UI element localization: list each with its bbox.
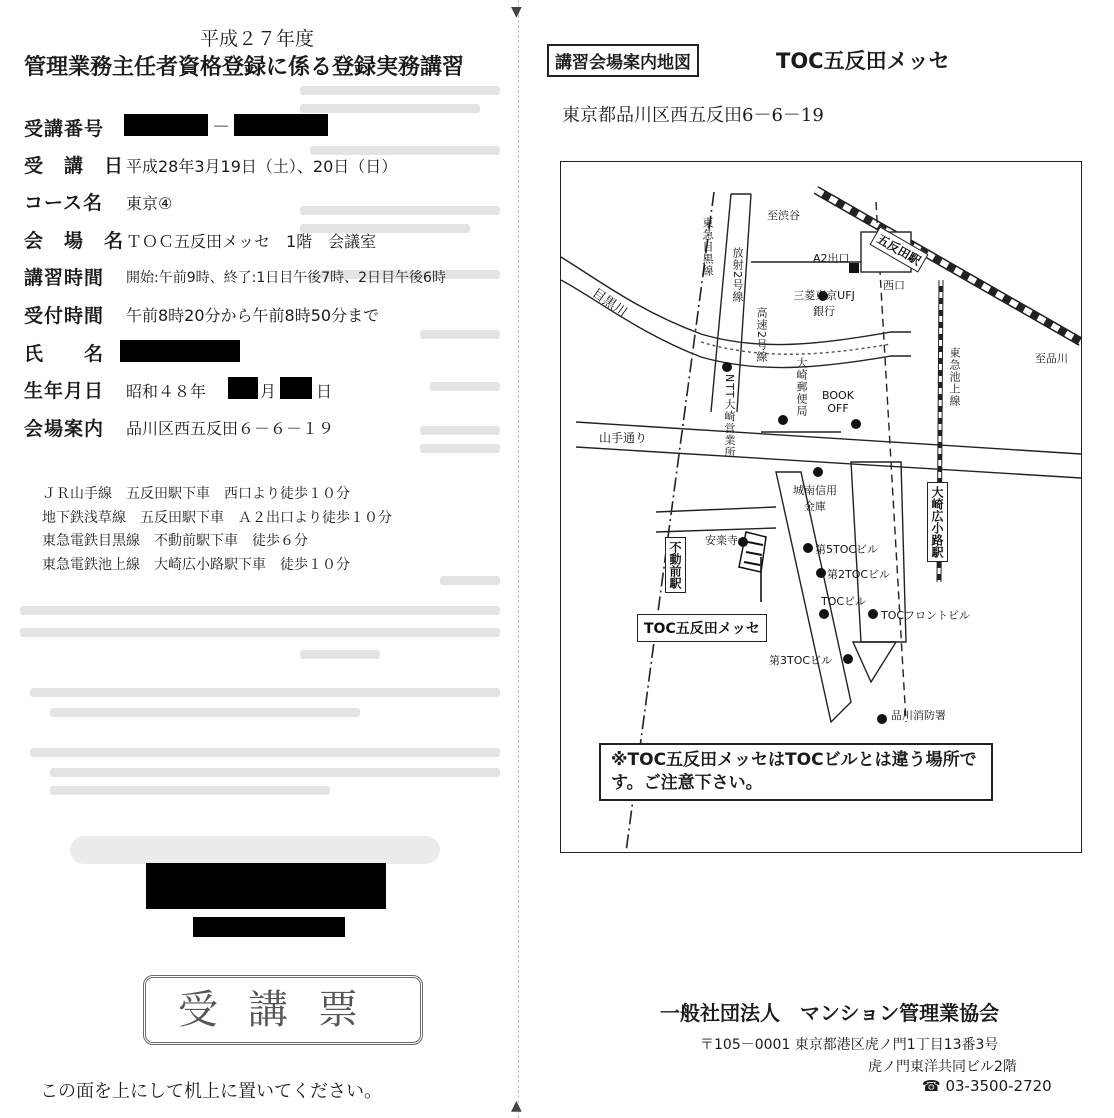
map-label-a2-exit: A2出口 [813, 252, 850, 265]
value-date: 平成28年3月19日（土）、20日（日） [126, 157, 398, 176]
venue-name: TOC五反田メッセ [776, 49, 950, 73]
map-label-toc-front: TOCフロントビル [881, 609, 971, 622]
value-reception-time: 午前8時20分から午前8時50分まで [126, 306, 380, 325]
postal-address: 〒105－0001 東京都港区虎ノ門1丁目13番3号 [700, 1037, 999, 1053]
map-label-to-shinagawa: 至品川 [1035, 352, 1068, 365]
number-dash: － [212, 117, 230, 138]
map-label-west-exit: 西口 [883, 279, 905, 292]
map-label-gotanda-station: 五反田駅 [870, 226, 929, 272]
access-meguro: 東急電鉄目黒線 不動前駅下車 徒歩６分 [42, 533, 308, 549]
map-title: 講習会場案内地図 [547, 44, 699, 77]
map-label-to-shibuya: 至渋谷 [767, 209, 800, 222]
map-label-tokyu-ikegami-line: 東急池上線 [948, 347, 961, 407]
redacted-block-small [193, 917, 345, 937]
map-label-osaki-post: 大崎郵便局 [795, 357, 808, 417]
value-lecture-time: 開始:午前9時、終了:1日目午後7時、2日目午後6時 [126, 270, 446, 286]
map-label-mufg: 三菱東京UFJ銀行 [793, 289, 855, 318]
map-label-osaki-hirokoji-station: 大崎広小路駅 [927, 482, 948, 562]
map-notice: ※TOC五反田メッセはTOCビルとは違う場所です。ご注意下さい。 [599, 743, 993, 801]
redacted-number-part1 [124, 114, 208, 136]
instruction-text: この面を上にして机上に置いてください。 [40, 1081, 382, 1102]
label-venue: 会 場 名 [24, 230, 125, 252]
map-label-jonan-shinkin: 城南信用金庫 [793, 484, 837, 513]
map-label-tokyu-meguro-line: 東急目黒線 [701, 217, 714, 277]
label-birthdate: 生年月日 [24, 380, 105, 402]
map-label-yamate-dori: 山手通り [599, 431, 648, 445]
access-map [560, 161, 1082, 853]
value-course: 東京④ [126, 194, 173, 213]
label-registration-number: 受講番号 [24, 118, 105, 140]
label-name: 氏 名 [24, 343, 105, 365]
map-label-expressway-2: 高速2号線 [755, 307, 768, 363]
map-label-fudomae-station: 不動前駅 [665, 537, 686, 593]
map-label-anrakuji: 安楽寺 [705, 534, 738, 547]
redacted-birth-month [228, 377, 258, 399]
map-label-book-off: BOOK OFF [822, 389, 854, 415]
fold-line [518, 0, 519, 1118]
association-name: 一般社団法人 マンション管理業協会 [660, 1001, 1000, 1025]
birth-day-suffix: 日 [316, 382, 333, 401]
map-label-meguro-river: 目黒川 [589, 285, 630, 321]
access-jr: ＪＲ山手線 五反田駅下車 西口より徒歩１０分 [42, 486, 350, 502]
access-subway: 地下鉄浅草線 五反田駅下車 Ａ２出口より徒歩１０分 [42, 510, 392, 526]
fiscal-year: 平成２７年度 [200, 28, 315, 50]
label-reception-time: 受付時間 [24, 305, 105, 327]
label-venue-guide: 会場案内 [24, 418, 105, 440]
value-birth-era: 昭和４８年 [126, 382, 207, 401]
ticket-stamp [143, 975, 423, 1045]
venue-address: 東京都品川区西五反田6－6－19 [562, 105, 824, 126]
map-label-fire-station: 品川消防署 [891, 709, 946, 722]
fold-triangle-bottom: ▲ [511, 1098, 522, 1114]
course-title: 管理業務主任者資格登録に係る登録実務講習 [24, 54, 465, 80]
map-label-toc2: 第2TOCビル [827, 568, 891, 581]
access-ikegami: 東急電鉄池上線 大崎広小路駅下車 徒歩１０分 [42, 557, 350, 573]
redacted-name [120, 340, 240, 362]
building-name: 虎ノ門東洋共同ビル2階 [868, 1059, 1017, 1075]
map-label-toc3: 第3TOCビル [769, 654, 833, 667]
birth-month-suffix: 月 [260, 382, 277, 401]
label-lecture-time: 講習時間 [24, 267, 105, 289]
map-label-venue: TOC五反田メッセ [637, 614, 767, 642]
redacted-birth-day [280, 377, 312, 399]
map-label-toc5: 第5TOCビル [815, 543, 879, 556]
value-venue-guide: 品川区西五反田６－６－１９ [126, 419, 335, 438]
redacted-block-large [146, 863, 386, 909]
fold-triangle-top: ▼ [511, 4, 522, 20]
label-course: コース名 [24, 192, 104, 214]
phone-number: ☎ 03-3500-2720 [922, 1077, 1052, 1095]
map-label-radial-2: 放射2号線 [731, 247, 744, 303]
map-label-toc: TOCビル [821, 595, 867, 608]
ticket-label: 受講票 [178, 987, 388, 1033]
label-date: 受 講 日 [24, 155, 125, 177]
redacted-number-part2 [234, 114, 328, 136]
map-label-ntt: NTT大崎営業所 [723, 374, 736, 459]
value-venue: ＴＯＣ五反田メッセ 1階 会議室 [126, 232, 377, 251]
